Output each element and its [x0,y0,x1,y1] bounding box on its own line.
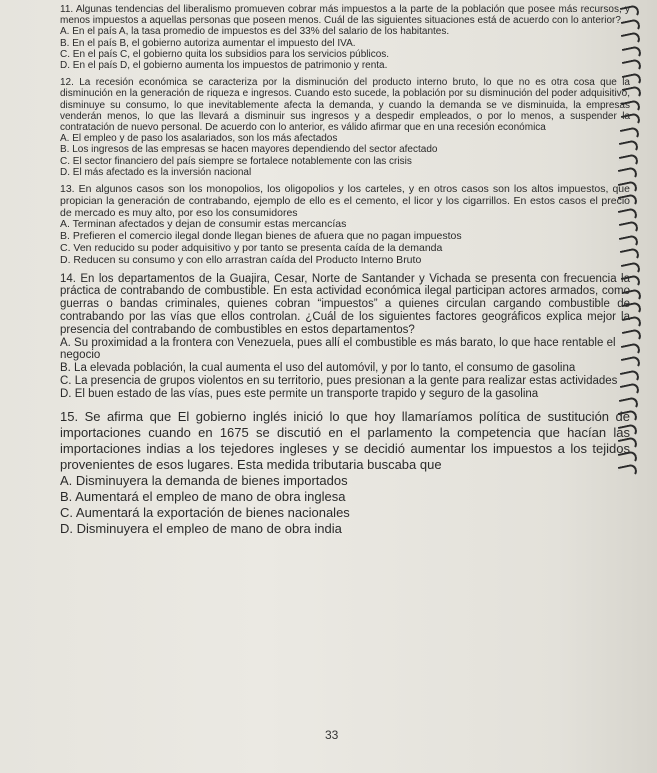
binding-coil [622,301,642,317]
option-b: B. Aumentará el empleo de mano de obra inglesa [60,488,346,504]
option-c: C. Ven reducido su poder adquisitivo y por tanto se presenta caída de la demanda [60,242,443,255]
binding-coil [618,463,638,479]
option-b: B. La elevada población, la cual aumenta el uso del automóvil, y por lo tanto, el consumo de gasolina [60,362,576,375]
binding-coil [618,193,638,209]
binding-coil [621,355,641,371]
option-d: D. El más afectado es la inversión nacional [60,166,252,178]
binding-coil [619,220,639,236]
binding-coil [618,409,638,425]
option-a: A. Terminan afectados y dejan de consumir estas mercancías [60,218,347,231]
binding-coil [622,58,642,74]
question-11 [60,4,630,71]
question-stem: 15. Se afirma que El gobierno inglés inició lo que hoy llamaríamos política de sustitución de importaciones cuando en 1675 se discutió en el parlamento la competencia que hacían las importaciones indias a los tejedores ingleses y se decidió aumentar los impuestos a los tejidos provenientes de esos lugares. Esta medida tributaria buscaba que [60,408,630,472]
question-15 [60,409,630,537]
binding-coil [621,274,641,290]
option-a: A. El empleo y de paso los asalariados, son los más afectados [60,133,338,145]
question-list [60,4,630,543]
binding-coil [618,207,638,223]
option-c: C. Aumentará la exportación de bienes nacionales [60,504,350,520]
question-stem: 14. En los departamentos de la Guajira, Cesar, Norte de Santander y Vichada se presenta con frecuencia la práctica de contrabando de combustible. En esta actividad económica ilegal participan actores armados, como guerras o bandas criminales, quienes cobran “impuestos” a quienes circulan cargando combustible de contrabando por las vías que ellos controlan. ¿Cuál de los siguientes factores geográficos explica mejor la presencia del contrabando de combustibles en estos departamentos? [60,272,630,336]
binding-coil [619,139,639,155]
question-14 [60,273,630,401]
option-b: B. Los ingresos de las empresas se hacen mayores dependiendo del sector afectado [60,144,438,156]
binding-coil [621,85,641,101]
option-a: A. En el país A, la tasa promedio de impuestos es del 33% del salario de los habitantes. [60,26,450,38]
binding-coil [620,112,640,128]
binding-coil [618,166,638,182]
page-number: 33 [325,728,339,742]
option-c: C. El sector financiero del país siempre se fortalece notablemente con las crisis [60,155,412,167]
question-stem: 13. En algunos casos son los monopolios, los oligopolios y los carteles, y en otros casos son los altos impuestos, que propician la generación de contrabando, ejemplo de ello es el cemento, el licor y los cigarrillos. En estos casos el precio de mercado es muy alto, por eso los consumidores [60,183,630,219]
binding-coil [620,247,640,263]
option-a: A. Disminuyera la demanda de bienes importados [60,472,348,488]
question-12 [60,77,630,178]
option-a: A. Su proximidad a la frontera con Venezuela, pues allí el combustible es más barato, lo que hace rentable el negocio [60,336,616,362]
binding-coil [619,382,639,398]
option-d: D. Reducen su consumo y con ello arrastran caída del Producto Interno Bruto [60,253,422,266]
option-b: B. Prefieren el comercio ilegal donde llegan bienes de afuera que no pagan impuestos [60,230,462,243]
option-c: C. La presencia de grupos violentos en su territorio, pues presionan a la gente para realizar estas actividades [60,375,618,387]
binding-coil [621,31,641,47]
binding-coil [622,328,642,344]
option-c: C. En el país C, el gobierno quita los subsidios para los servicios públicos. [60,48,390,60]
option-d: D. En el país D, el gobierno aumenta los impuestos de patrimonio y renta. [60,60,388,72]
option-d: D. El buen estado de las vías, pues este permite un transporte trapido y seguro de la gasolina [60,387,539,400]
binding-coil [620,4,640,20]
option-b: B. En el país B, el gobierno autoriza aumentar el impuesto del IVA. [60,37,356,49]
option-d: D. Disminuyera el empleo de mano de obra india [60,520,342,536]
question-stem: 11. Algunas tendencias del liberalismo promueven cobrar más impuestos a la parte de la población que posee más recursos, y menos impuestos a aquellas personas que poseen menos. Cuál de las siguientes situaciones está de acuerdo con lo anterior? [60,4,630,27]
question-13 [60,184,630,267]
spiral-binding [607,0,657,773]
question-stem: 12. La recesión económica se caracteriza por la disminución del producto interno bruto, lo que no es otra cosa que la disminución en la generación de riqueza e ingresos. Cuando esto sucede, la población por su disminución del poder adquisitivo, disminuye su consumo, lo que inevitablemente afecta la demanda, y cuando la demanda se ve disminuida, la empresas venderán menos, lo que las llevará a disminuir sus ingresos y a despedir empleados, o por lo menos, a suspender la contratación de nuevo personal. De acuerdo con lo anterior, es válido afirmar que en una recesión económica [60,77,630,134]
binding-coil [618,436,638,452]
binding-coil [619,234,639,250]
